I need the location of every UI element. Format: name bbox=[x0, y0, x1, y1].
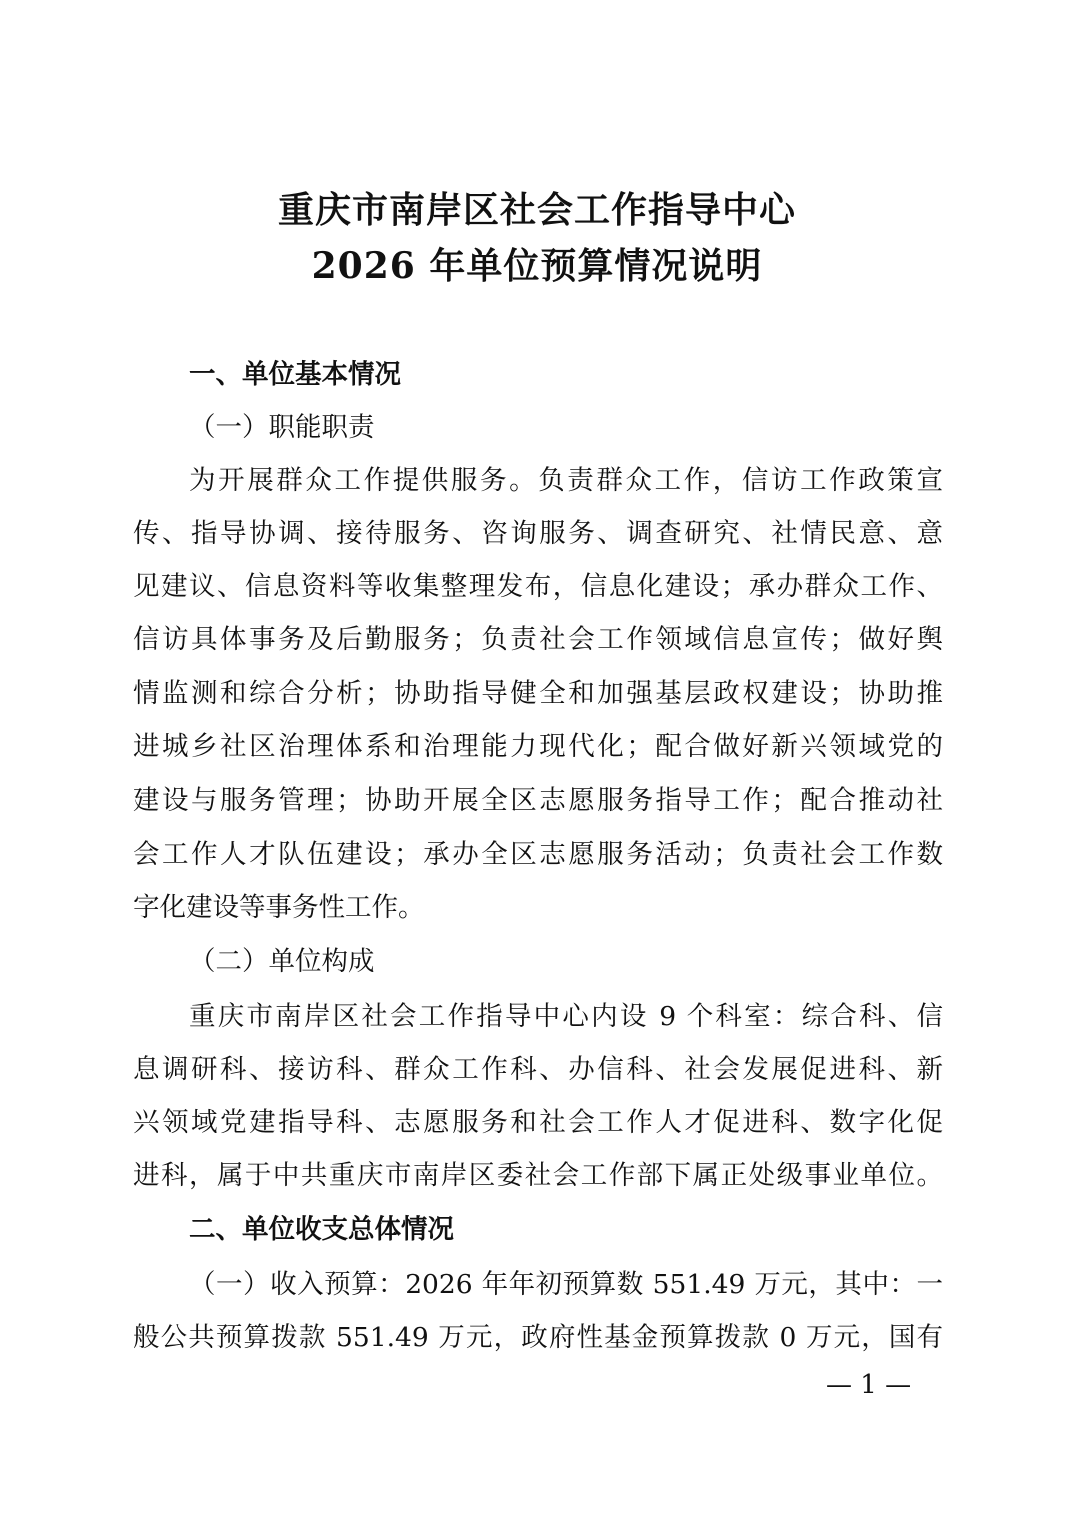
subheading-duties: （一）职能职责 bbox=[189, 412, 375, 443]
paragraph-line: 会工作人才队伍建设；承办全区志愿服务活动；负责社会工作数 bbox=[133, 839, 943, 870]
paragraph-line: 情监测和综合分析；协助指导健全和加强基层政权建设；协助推 bbox=[133, 678, 943, 709]
page-number: — 1 — bbox=[826, 1370, 912, 1400]
paragraph-line: 息调研科、接访科、群众工作科、办信科、社会发展促进科、新 bbox=[133, 1054, 943, 1085]
paragraph-line: 兴领域党建指导科、志愿服务和社会工作人才促进科、数字化促 bbox=[133, 1107, 943, 1138]
subheading-structure: （二）单位构成 bbox=[189, 946, 375, 977]
section-heading-income-expenditure: 二、单位收支总体情况 bbox=[189, 1214, 454, 1245]
paragraph-line: 重庆市南岸区社会工作指导中心内设 9 个科室：综合科、信 bbox=[189, 1001, 943, 1032]
paragraph-line: 为开展群众工作提供服务。负责群众工作，信访工作政策宣 bbox=[189, 465, 943, 496]
document-title-line-1: 重庆市南岸区社会工作指导中心 bbox=[277, 189, 796, 231]
paragraph-line: 进科，属于中共重庆市南岸区委社会工作部下属正处级事业单位。 bbox=[133, 1160, 943, 1191]
paragraph-line: 传、指导协调、接待服务、咨询服务、调查研究、社情民意、意 bbox=[133, 518, 943, 549]
paragraph-line: 信访具体事务及后勤服务；负责社会工作领域信息宣传；做好舆 bbox=[133, 624, 943, 655]
paragraph-line: 见建议、信息资料等收集整理发布，信息化建设；承办群众工作、 bbox=[133, 571, 943, 602]
document-title-line-2: 2026 年单位预算情况说明 bbox=[311, 245, 763, 287]
paragraph-line: 进城乡社区治理体系和治理能力现代化；配合做好新兴领域党的 bbox=[133, 731, 943, 762]
paragraph-line: （一）收入预算：2026 年年初预算数 551.49 万元，其中：一 bbox=[189, 1269, 943, 1300]
paragraph-line: 字化建设等事务性工作。 bbox=[133, 892, 425, 923]
paragraph-line: 建设与服务管理；协助开展全区志愿服务指导工作；配合推动社 bbox=[133, 785, 943, 816]
section-heading-basic-info: 一、单位基本情况 bbox=[189, 359, 401, 390]
paragraph-line: 般公共预算拨款 551.49 万元，政府性基金预算拨款 0 万元，国有 bbox=[133, 1322, 943, 1353]
